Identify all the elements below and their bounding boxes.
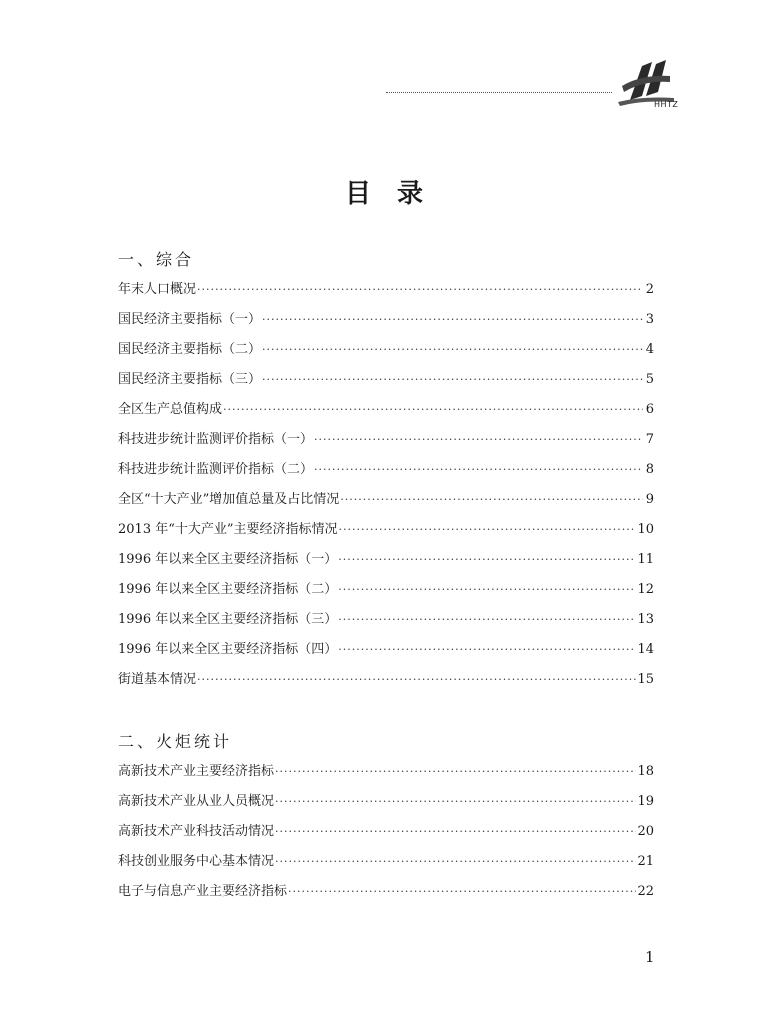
toc-entry-page: 21 <box>637 854 654 869</box>
toc-entry-label: 高新技术产业主要经济指标 <box>118 764 275 779</box>
toc-entry-label: 1996 年以来全区主要经济指标（三） <box>118 612 338 627</box>
toc-entry-page: 12 <box>637 582 654 597</box>
toc-entry-label: 2013 年“十大产业”主要经济指标情况 <box>118 522 338 537</box>
toc-entry[interactable] <box>118 485 654 515</box>
dot-leader <box>338 545 636 575</box>
toc-entry-label: 全区生产总值构成 <box>118 402 223 417</box>
toc-section-torch-statistics <box>118 727 654 907</box>
toc-entry[interactable] <box>118 545 654 575</box>
toc-entry[interactable] <box>118 847 654 877</box>
toc-entry[interactable] <box>118 575 654 605</box>
toc-entry-label: 电子与信息产业主要经济指标 <box>118 884 288 899</box>
toc-entry-page: 3 <box>645 312 654 327</box>
header-dotted-rule <box>386 92 612 93</box>
toc-entry-label: 全区“十大产业”增加值总量及占比情况 <box>118 492 340 507</box>
page-title: 目录 <box>344 179 449 209</box>
toc-entry-label: 1996 年以来全区主要经济指标（一） <box>118 552 338 567</box>
toc-entry-page: 15 <box>637 672 654 687</box>
dot-leader <box>314 425 643 455</box>
toc-entry-page: 2 <box>645 282 654 297</box>
toc-entry-label: 高新技术产业从业人员概况 <box>118 794 275 809</box>
toc-entry-page: 5 <box>645 372 654 387</box>
dot-leader <box>275 847 636 877</box>
toc-entry-page: 11 <box>637 552 654 567</box>
toc-entry[interactable] <box>118 305 654 335</box>
toc-entry-label: 高新技术产业科技活动情况 <box>118 824 275 839</box>
dot-leader <box>197 665 636 695</box>
toc-entry-label: 街道基本情况 <box>118 672 197 687</box>
toc-entry[interactable] <box>118 787 654 817</box>
dot-leader <box>314 455 643 485</box>
toc-entry-label: 年末人口概况 <box>118 282 197 297</box>
toc-entry-label: 科技进步统计监测评价指标（二） <box>118 462 314 477</box>
toc-entry-page: 9 <box>645 492 654 507</box>
toc-entry-label: 国民经济主要指标（一） <box>118 312 262 327</box>
toc-entry[interactable] <box>118 635 654 665</box>
toc-entry-page: 14 <box>637 642 654 657</box>
toc-entry-label: 科技创业服务中心基本情况 <box>118 854 275 869</box>
toc-entry-label: 科技进步统计监测评价指标（一） <box>118 432 314 447</box>
dot-leader <box>338 605 636 635</box>
dot-leader <box>338 575 636 605</box>
toc-entry[interactable] <box>118 665 654 695</box>
toc-entry[interactable] <box>118 757 654 787</box>
toc-entry[interactable] <box>118 515 654 545</box>
dot-leader <box>339 515 637 545</box>
toc-entry-label: 1996 年以来全区主要经济指标（二） <box>118 582 338 597</box>
dot-leader <box>275 757 636 787</box>
section-title: 二、火炬统计 <box>118 732 233 751</box>
dot-leader <box>262 305 643 335</box>
toc-entry-page: 8 <box>645 462 654 477</box>
page-number: 1 <box>645 948 655 966</box>
toc-entry-page: 19 <box>637 794 654 809</box>
dot-leader <box>275 817 636 847</box>
dot-leader <box>223 395 643 425</box>
toc-entry[interactable] <box>118 817 654 847</box>
toc-entry-page: 18 <box>637 764 654 779</box>
toc-entry[interactable] <box>118 455 654 485</box>
toc-entry-page: 13 <box>637 612 654 627</box>
toc-entry-page: 4 <box>645 342 654 357</box>
dot-leader <box>340 485 643 515</box>
logo-text: HHTZ <box>654 100 679 109</box>
toc-entry-page: 20 <box>637 824 654 839</box>
toc-entry[interactable] <box>118 365 654 395</box>
dot-leader <box>197 275 643 305</box>
toc-entry-label: 1996 年以来全区主要经济指标（四） <box>118 642 338 657</box>
toc-section-general <box>118 245 654 695</box>
toc-entry[interactable] <box>118 275 654 305</box>
toc-entry[interactable] <box>118 395 654 425</box>
toc-entry[interactable] <box>118 425 654 455</box>
dot-leader <box>262 365 643 395</box>
toc-entry[interactable] <box>118 335 654 365</box>
dot-leader <box>275 787 636 817</box>
dot-leader <box>262 335 643 365</box>
section-title: 一、综合 <box>118 250 195 269</box>
toc-entry-page: 10 <box>637 522 654 537</box>
toc-entry-label: 国民经济主要指标（二） <box>118 342 262 357</box>
dot-leader <box>338 635 636 665</box>
toc-entry[interactable] <box>118 877 654 907</box>
toc-entry-page: 7 <box>645 432 654 447</box>
toc-entry-label: 国民经济主要指标（三） <box>118 372 262 387</box>
toc-entry[interactable] <box>118 605 654 635</box>
toc-entry-page: 6 <box>645 402 654 417</box>
dot-leader <box>288 877 636 907</box>
toc-entry-page: 22 <box>637 884 654 899</box>
